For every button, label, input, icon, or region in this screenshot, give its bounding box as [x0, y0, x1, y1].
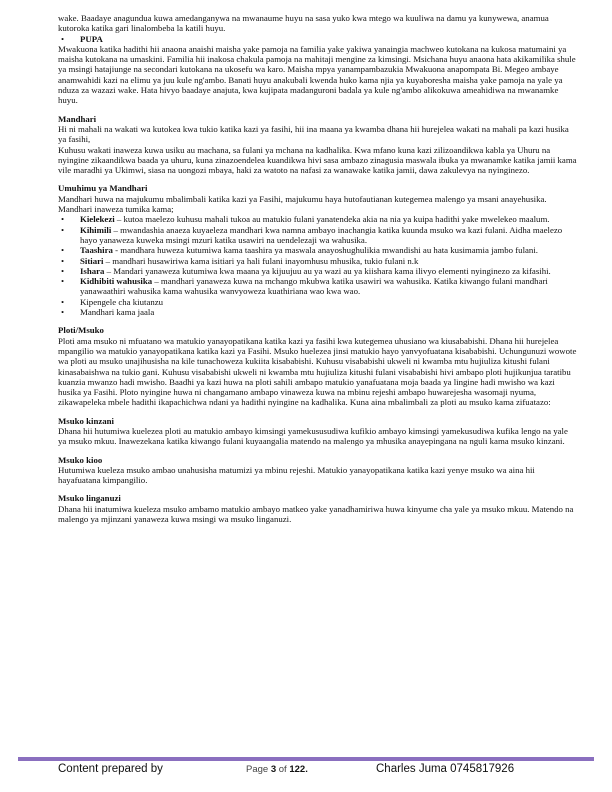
linganuzi-paragraph: Dhana hii inatumiwa kueleza msuko ambamo matukio ambayo matkeo yake yanadhamiriwa huwa kinyume cha yale ya msuko mkuu. Matendo na malengo ya mjinzani yanaweza kuwa msingi wa msuko linganuzi.: [58, 503, 574, 525]
pupa-bullet: [58, 34, 578, 44]
mandhari-paragraph: Hi ni mahali na wakati wa kutokea kwa tukio katika kazi ya fasihi, hii ina maana ya kwamba dhana hii hurejelea wakati na mahali pa kazi husika ya fasihi, Kuhusu wakati inaweza kuwa usiku au machana, sa fulani ya mchana na kadhalika. Kwa mfano kuna kazi zilizoandikwa kabla ya Uhuru na nyingine zikaandikwa baada ya uhuru, kuna zinazoendelea kuandikwa hivi sasa ambazo zinagusia maswala ibuka ya mwanamke katika jamii kama vile maradhi ya Ukimwi, siasa na uongozi mbaya, haki za watoto na nafasi za wanawake katika jamii, dawa zakulevya na nyinginezo.: [58, 123, 577, 176]
intro-paragraph: wake. Baadaye anagundua kuwa amedanganywa na mwanaume huyu na sasa yuko kwa mtego wa kuuliwa na damu ya kunywewa, anamua kutoroka katika gari linalombeba la katili huyu.: [58, 13, 549, 34]
list-item: • Kipengele cha kiutanzu: [58, 297, 578, 307]
list-item: • Kidhibiti wahusika – mandhari yanaweza kuwa na mchango mkubwa katika usawiri wa wahusika. Katika kiwango fulani mandhari yanawaathiri wahusika kama wahusika wanvyoweza kuathiriana wao kwa wao.: [58, 276, 578, 297]
footer-rule: [18, 757, 594, 761]
pupa-paragraph: Mwakuona katika hadithi hii anaona anaishi maisha yake pamoja na familia yake yakiwa yanaingia machweo kutokana na kukosa matumaini ya maisha kutokana na umaskini. Familia hii inakosa chakula pamoja na mahitaji mengine za kimsingi. Msichana huyu anaona hata akikamilika shule ya msingi hatajiunge na secondari kutokana na ukosefu wa karo. Maisha mpya yanampambazukia Mwakuona anapompata Bi. Megeo ambaye anamwahidi kazi na elimu ya juu kule ng'ambo. Banati huyu anakubali kwenda huko kama njia ya kuyaboresha maisha yake pamoja na yale ya nduza za wazazi wake. Hata hivyo baadaye anajuta, kwa kujipata madanguroni badala ya kule ng'ambo alikokuwa ameahidiwa na mwanamke huyu.: [58, 43, 576, 106]
pupa-label: PUPA: [80, 33, 103, 44]
linganuzi-heading: Msuko linganuzi: [58, 493, 121, 504]
kioo-paragraph: Hutumiwa kueleza msuko ambao unahusisha matumizi ya mbinu rejeshi. Matukio yanayopatikana katika kazi yenye msuko wa aina hii hayafuatana kimpangilio.: [58, 464, 535, 486]
footer-author: Charles Juma 0745817926: [376, 763, 515, 775]
footer-credit: Content prepared by: [58, 763, 163, 775]
kinzani-paragraph: Dhana hii hutumiwa kuelezea ploti au matukio ambayo kimsingi yamekususudiwa kufikio ambayo kimsingi yamekusudiwa kufika lengo na yale ya msuko mkuu. Inawezekana katika kiwango fulani kuyaangalia matendo na malengo ya mhusika anayepingana na nguli kama msuko kinzani.: [58, 425, 568, 447]
list-item: • Mandhari kama jaala: [58, 307, 578, 317]
kinzani-heading: Msuko kinzani: [58, 415, 114, 426]
list-item: • Kielekezi – kutoa maelezo kuhusu mahali tukoa au matukio fulani yanatendeka akia na nia ya kuipa hadithi yake mwelekeo maalum.: [58, 214, 578, 224]
mandhari-heading: Mandhari: [58, 113, 97, 124]
list-item: • Sitiari – mandhari husawiriwa kama isitiari ya hali fulani inayomhusu mhusika, tukio fulani n.k: [58, 256, 578, 266]
umuhimu-heading: Umuhimu ya Mandhari: [58, 183, 148, 194]
list-item: • Taashira - mandhara huweza kutumiwa kama taashira ya maswala anayoshughulikia mwandishi au hata kusimamia jambo fulani.: [58, 245, 578, 255]
list-item: • Ishara – Mandari yanaweza kutumiwa kwa maana ya kijuujuu au ya wazi au ya kiishara kama ilivyo elementi nyinginezo za kifasihi.: [58, 266, 578, 276]
kioo-heading: Msuko kioo: [58, 454, 103, 465]
document-body: [58, 13, 578, 524]
ploti-heading: Ploti/Msuko: [58, 325, 104, 336]
list-item: • Kihimili – mwandashia anaeza kuyaeleza mandhari kwa namna ambayo inachangia katika kuunda msuko wa kazi fulani. Aidha maelezo hayo yanaweza kuweka msingi mzuri katika usawiri na uendelezaji wa wahusika.: [58, 225, 578, 246]
pupa-list: [58, 34, 578, 44]
umuhimu-paragraph: Mandhari huwa na majukumu mbalimbali katika kazi ya Fasihi, majukumu haya hutofautianan kutegemea malengo ya msani anayehusika. Mandhari inaweza tumika kama;: [58, 193, 547, 215]
ploti-paragraph: Ploti ama msuko ni mfuatano wa matukio yanayopatikana katika kazi ya fasihi kwa kutegemea uhusiano wa kiusababishi. Dhana hii hurejelea mpangilio wa matukio yanayopatikana katika kazi ya Fasihi. Msuko huelezea jinsi matukio hayo yanvyofuatana kisababishi. Uchungunuzi wowote wa ploti au msuko unajihusisha na kile tunachoweza kukiita kisababishi. Kuhusu visababishi ukweli ni kwamba mtu hujiuliza kitushi fulani kinasabaishwa na tukio gani. Kuhusu visababishi ukweli ni kwamba mtu hujiuliza kitushi fulani visababishi hivi ambapo ploti hujikunjua taratibu kuanzia mwanzo hadi mwisho. Baadhi ya kazi huwa na ploti sahili ambapo matukio yanafuatana moja baada ya lingine hadi mwisho wa kazi husika ya Fasihi. Ploto nyingine huwa ni changamano ambapo vinaweza kuwa na mbinu rejeshi ambapo huwarejesha wasomaji nyuma, zikawapeleka mbele hadithi ikapachichwa ndani ya hadithi nyingine na kadhalika. Kuna aina mbalimbali za ploti au msuko kama zifuatazo:: [58, 335, 577, 408]
umuhimu-list: [58, 214, 578, 317]
page-number: Page 3 of 122.: [246, 764, 308, 775]
